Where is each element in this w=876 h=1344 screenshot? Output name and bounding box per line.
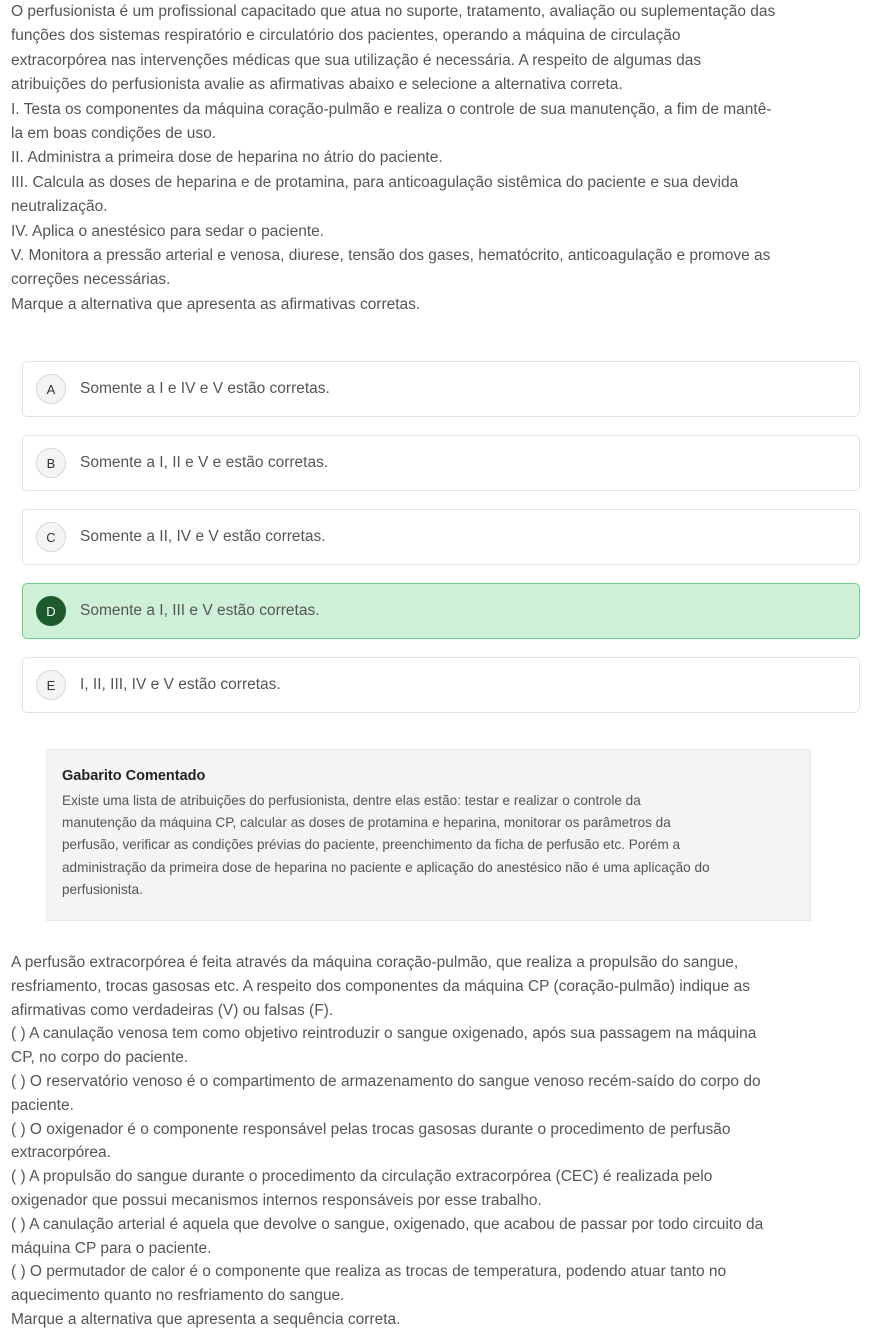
option-letter-badge: A bbox=[36, 374, 66, 404]
statement-line: neutralização. bbox=[11, 198, 108, 216]
statement-line: IV. Aplica o anestésico para sedar o paciente. bbox=[11, 222, 325, 240]
gabarito-line: manutenção da máquina CP, calcular as doses de protamina e heparina, monitorar os parâmetros da bbox=[62, 815, 671, 831]
option-e[interactable] bbox=[22, 657, 860, 713]
statement-line: V. Monitora a pressão arterial e venosa, diurese, tensão dos gases, hematócrito, anticoagulação e promove as bbox=[11, 247, 771, 265]
statement-line: II. Administra a primeira dose de heparina no átrio do paciente. bbox=[11, 149, 443, 167]
statement-line: ( ) A canulação arterial é aquela que devolve o sangue, oxigenado, que acabou de passar por todo circuito da bbox=[11, 1215, 764, 1233]
option-label: Somente a I, III e V estão corretas. bbox=[80, 602, 320, 619]
statement-line: ( ) A propulsão do sangue durante o procedimento da circulação extracorpórea (CEC) é realizada pelo bbox=[11, 1168, 713, 1186]
statement-line: máquina CP para o paciente. bbox=[11, 1239, 212, 1257]
option-a[interactable] bbox=[22, 361, 860, 417]
statement-line: extracorpórea. bbox=[11, 1144, 111, 1162]
option-d[interactable] bbox=[22, 583, 860, 639]
statement-line: ( ) O oxigenador é o componente responsável pelas trocas gasosas durante o procedimento de perfusão bbox=[11, 1120, 731, 1138]
option-letter-badge: E bbox=[36, 670, 66, 700]
gabarito-title: Gabarito Comentado bbox=[62, 768, 206, 784]
option-label: Somente a II, IV e V estão corretas. bbox=[80, 528, 326, 545]
statement-line: extracorpórea nas intervenções médicas que sua utilização é necessária. A respeito de algumas das bbox=[11, 51, 702, 69]
statement-line: afirmativas como verdadeiras (V) ou falsas (F). bbox=[11, 1001, 334, 1019]
option-label: Somente a I e IV e V estão corretas. bbox=[80, 380, 330, 397]
statement-line: ( ) A canulação venosa tem como objetivo reintroduzir o sangue oxigenado, após sua passagem na máquina bbox=[11, 1025, 757, 1043]
statement-line: A perfusão extracorpórea é feita através da máquina coração-pulmão, que realiza a propulsão do sangue, bbox=[11, 954, 739, 971]
statement-line: Marque a alternativa que apresenta a sequência correta. bbox=[11, 1310, 401, 1328]
option-b[interactable] bbox=[22, 435, 860, 491]
option-letter-badge: B bbox=[36, 448, 66, 478]
question-1-statement bbox=[11, 0, 871, 317]
statement-line: ( ) O reservatório venoso é o compartimento de armazenamento do sangue venoso recém-saído do corpo do bbox=[11, 1072, 761, 1090]
option-label: I, II, III, IV e V estão corretas. bbox=[80, 676, 281, 693]
statement-line: paciente. bbox=[11, 1096, 74, 1114]
gabarito-line: Existe uma lista de atribuições do perfusionista, dentre elas estão: testar e realizar o controle da bbox=[62, 793, 641, 808]
statement-line: resfriamento, trocas gasosas etc. A respeito dos componentes da máquina CP (coração-pulmão) indique as bbox=[11, 977, 750, 995]
statement-line: oxigenador que possui mecanismos internos responsáveis por esse trabalho. bbox=[11, 1191, 542, 1209]
statement-line: I. Testa os componentes da máquina coração-pulmão e realiza o controle de sua manutenção, a fim de mantê- bbox=[11, 100, 772, 118]
gabarito-comentado-panel bbox=[46, 749, 811, 921]
option-label: Somente a I, II e V e estão corretas. bbox=[80, 454, 329, 471]
statement-line: III. Calcula as doses de heparina e de protamina, para anticoagulação sistêmica do paciente e sua devida bbox=[11, 173, 739, 191]
gabarito-line: perfusão, verificar as condições prévias do paciente, preenchimento da ficha de perfusão etc. Porém a bbox=[62, 837, 681, 853]
statement-line: ( ) O permutador de calor é o componente que realiza as trocas de temperatura, podendo atuar tanto no bbox=[11, 1263, 727, 1281]
statement-line: funções dos sistemas respiratório e circulatório dos pacientes, operando a máquina de circulação bbox=[11, 27, 681, 45]
statement-line: Marque a alternativa que apresenta as afirmativas corretas. bbox=[11, 295, 421, 313]
option-letter-badge: D bbox=[36, 596, 66, 626]
option-c[interactable] bbox=[22, 509, 860, 565]
statement-line: correções necessárias. bbox=[11, 271, 171, 289]
statement-line: aquecimento quanto no resfriamento do sangue. bbox=[11, 1287, 345, 1305]
statement-line: atribuições do perfusionista avalie as afirmativas abaixo e selecione a alternativa correta. bbox=[11, 76, 623, 94]
statement-line: CP, no corpo do paciente. bbox=[11, 1049, 189, 1067]
question-2-statement bbox=[11, 951, 871, 1332]
statement-line: O perfusionista é um profissional capacitado que atua no suporte, tratamento, avaliação ou suplementação das bbox=[11, 3, 776, 20]
gabarito-line: perfusionista. bbox=[62, 881, 143, 897]
statement-line: la em boas condições de uso. bbox=[11, 125, 217, 143]
gabarito-line: administração da primeira dose de heparina no paciente e aplicação do anestésico não é uma aplicação do bbox=[62, 859, 710, 875]
option-letter-badge: C bbox=[36, 522, 66, 552]
